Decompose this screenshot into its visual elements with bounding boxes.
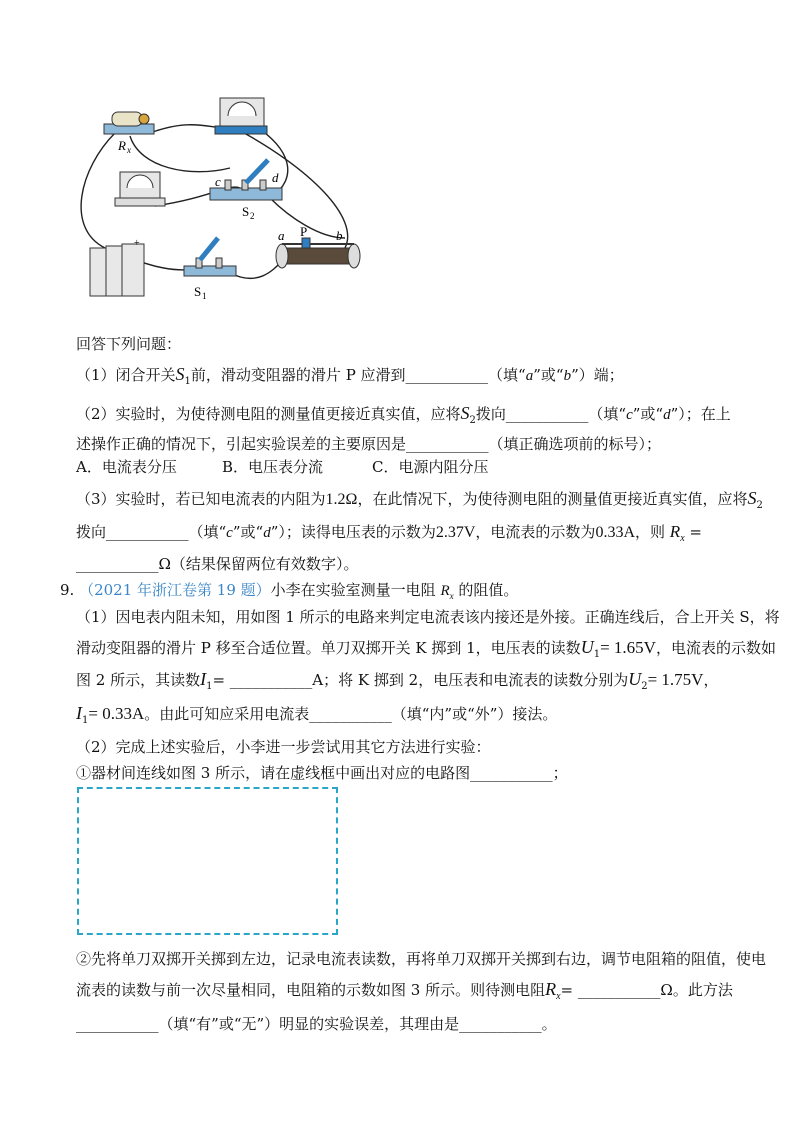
- q9-part3-line3: ___________（填“有”或“无”）明显的实验误差，其理由是___________。: [76, 1015, 557, 1033]
- q9-part1-line2: 滑动变阻器的滑片 P 移至合适位置。单刀双掷开关 K 掷到 1，电压表的读数$U_1= 1.65V$，电流表的示数如: [76, 637, 776, 660]
- q9-source: （2021 年浙江卷第 19 题）: [79, 581, 271, 599]
- rx-resistor: [104, 112, 154, 155]
- svg-text:+: +: [134, 238, 140, 249]
- q8-part2-line2: 述操作正确的情况下，引起实验误差的主要原因是___________（填正确选项前的标号）；: [76, 435, 662, 453]
- q9-part1-line1: （1）因电表内阻未知，用如图 1 所示的电路来判定电流表该内接还是外接。正确连线后，合上开关 S，将: [76, 608, 780, 626]
- q8-part2-line1: （2）实验时，为使待测电阻的测量值更接近真实值，应将$S_2$拨向___________（填“c”或“d”）；在上: [76, 403, 731, 426]
- q9-part2-line1: （2）完成上述实验后，小李进一步尝试用其它方法进行实验：: [76, 738, 491, 756]
- q8-option-a: A．电流表分压: [76, 458, 177, 476]
- q8-option-b: B．电压表分流: [222, 458, 324, 476]
- q9-part3-line2: 流表的读数与前一次尽量相同，电阻箱的示数如图 3 所示。则待测电阻$R_x=$ ___________Ω。此方法: [76, 979, 733, 1002]
- rx-label: R: [118, 138, 126, 153]
- q8-part3-line2: 拨向___________（填“c”或“d”）；读得电压表的示数为2.37V，电流表的示数为0.33A，则 $R_x$ =: [76, 522, 702, 544]
- q8-part1: （1）闭合开关$S_1$前，滑动变阻器的滑片 P 应滑到___________（填“a”或“b”）端；: [76, 364, 624, 387]
- b-label: b: [336, 228, 343, 243]
- q8-option-c: C．电源内阻分压: [372, 458, 489, 476]
- voltmeter: [115, 172, 165, 206]
- svg-text:2: 2: [250, 211, 255, 221]
- svg-text:1: 1: [202, 291, 207, 301]
- a-label: a: [278, 228, 285, 243]
- s2-label: S: [242, 204, 250, 219]
- p-label: P: [300, 224, 308, 239]
- q8-intro: 回答下列问题：: [76, 335, 182, 353]
- switch-s1: [184, 238, 236, 301]
- q9-part1-line3: 图 2 所示，其读数$I_1=$ ___________A；将 K 掷到 2，电压表和电流表的读数分别为$U_2= 1.75V$，: [76, 669, 719, 692]
- q9-part3-line1: ②先将单刀双掷开关掷到左边，记录电流表读数，再将单刀双掷开关掷到右边，调节电阻箱的阻值，使电: [76, 950, 767, 968]
- battery: [90, 238, 144, 296]
- q9-part1-line4: $I_1= 0.33A$。由此可知应采用电流表___________（填“内”或“外”）接法。: [76, 703, 558, 726]
- q9-part2-line2: ①器材间连线如图 3 所示，请在虚线框中画出对应的电路图___________；: [76, 764, 568, 782]
- d-label: d: [272, 170, 279, 185]
- ammeter: [215, 98, 267, 134]
- q9-stem: 9. （2021 年浙江卷第 19 题）小李在实验室测量一电阻 $R_x$ 的阻值。: [60, 581, 519, 601]
- svg-text:x: x: [127, 145, 131, 155]
- answer-dashed-box[interactable]: [77, 787, 338, 935]
- switch-s2: [210, 160, 282, 221]
- c-label: c: [215, 174, 221, 189]
- q8-part3-line1: （3）实验时，若已知电流表的内阻为1.2Ω，在此情况下，为使待测电阻的测量值更接近真实值，应将$S_2$: [76, 488, 763, 511]
- q8-part3-line3: ___________Ω（结果保留两位有效数字）。: [76, 555, 359, 573]
- circuit-figure: [60, 88, 380, 308]
- s1-label: S: [194, 284, 202, 299]
